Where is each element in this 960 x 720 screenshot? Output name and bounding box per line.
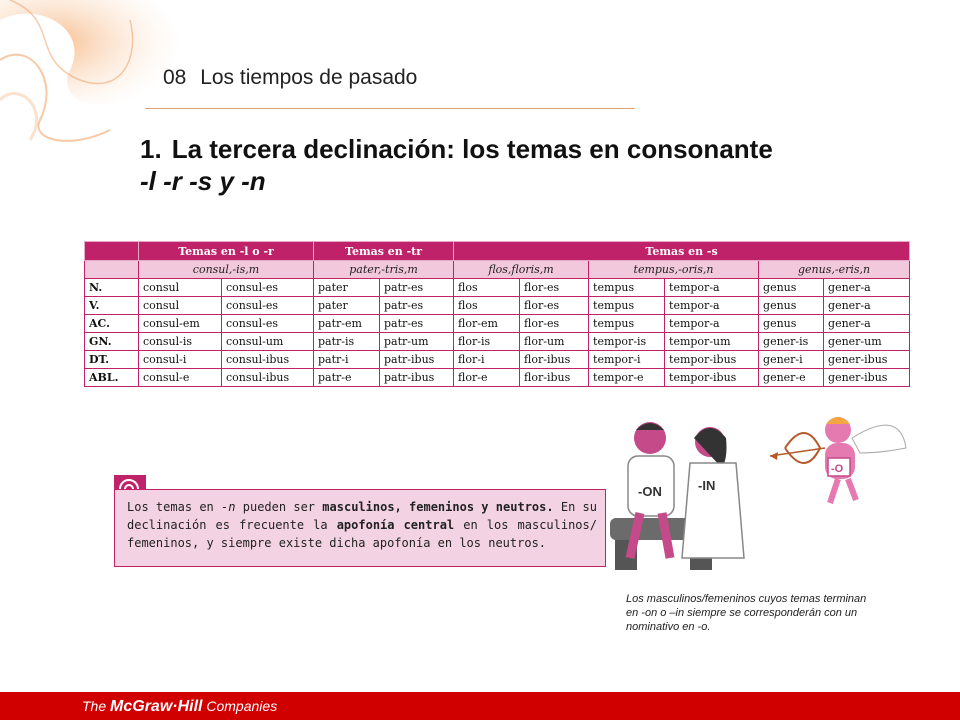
header-divider [145,108,635,109]
note-box [114,489,606,567]
table-cell: genus [759,279,824,297]
table-cell: tempor-is [589,333,665,351]
table-cell: tempor-i [589,351,665,369]
table-cell: tempor-ibus [665,351,759,369]
table-cell: flor-e [454,369,520,387]
table-cell: gener-um [824,333,910,351]
table-cell: flor-ibus [520,351,589,369]
label-on: -ON [638,484,662,499]
table-cell: flos [454,297,520,315]
note-text: en los masculinos/ femeninos, y siempre existe dicha apofonía en los neutros. [127,518,597,550]
table-cell: patr-em [314,315,380,333]
table-cell: patr-is [314,333,380,351]
logo-part: Companies [202,698,278,714]
table-cell: tempus [589,315,665,333]
table-cell: flos [454,279,520,297]
table-row [85,333,910,351]
table-cell: flor-um [520,333,589,351]
table-cell: gener-ibus [824,351,910,369]
case-label: GN. [85,333,139,351]
table-cell: tempor-ibus [665,369,759,387]
table-cell: patr-es [380,279,454,297]
illustration-caption: Los masculinos/femeninos cuyos temas terminan en -on o –in siempre se corresponderán con un nominativo en -o. [626,593,867,633]
table-cell: consul-um [222,333,314,351]
table-cell: consul-es [222,279,314,297]
table-cell: gener-a [824,297,910,315]
lemma-header: tempus,-oris,n [589,261,759,279]
note-italic: -n [221,500,236,514]
note-text: En su declinación es frecuente la [127,500,598,532]
table-cell: patr-ibus [380,369,454,387]
case-label: ABL. [85,369,139,387]
title-number: 1. [140,134,162,164]
table-row [85,297,910,315]
table-cell: consul [139,279,222,297]
note-bold: masculinos, femeninos y neutros. [322,500,554,514]
page-title [140,133,940,197]
table-cell: flor-es [520,297,589,315]
logo-part: McGraw·Hill [110,698,203,715]
declension-table [84,241,910,387]
logo-part: The [82,698,111,714]
table-cell: patr-ibus [380,351,454,369]
table-cell: consul-es [222,297,314,315]
table-row [85,279,910,297]
table-cell: consul-i [139,351,222,369]
table-cell: pater [314,279,380,297]
mcgraw-hill-logo [82,698,277,716]
table-cell: genus [759,297,824,315]
table-row [85,351,910,369]
table-row [85,315,910,333]
table-cell: flor-em [454,315,520,333]
table-cell: consul-em [139,315,222,333]
group-header: Temas en -s [454,242,910,261]
lemma-header: flos,floris,m [454,261,589,279]
couple-cupid-illustration [610,408,910,578]
note-text: Los temas en [127,500,222,514]
table-cell: tempor-a [665,297,759,315]
case-label: DT. [85,351,139,369]
table-corner [85,242,139,261]
case-label: N. [85,279,139,297]
table-cell: gener-is [759,333,824,351]
table-cell: flor-es [520,279,589,297]
footer-bar [0,692,960,720]
table-cell: consul [139,297,222,315]
table-cell: pater [314,297,380,315]
table-cell: gener-e [759,369,824,387]
table-cell: tempus [589,297,665,315]
note-bold: apofonía central [336,518,455,532]
table-cell: flor-ibus [520,369,589,387]
table-cell: flor-es [520,315,589,333]
table-cell: gener-a [824,315,910,333]
table-cell: gener-ibus [824,369,910,387]
section-header [163,66,417,90]
table-cell: patr-um [380,333,454,351]
title-line1: La tercera declinación: los temas en consonante [171,134,773,164]
table-cell: consul-ibus [222,369,314,387]
table-corner [85,261,139,279]
table-cell: patr-es [380,297,454,315]
table-row [85,369,910,387]
table-cell: consul-e [139,369,222,387]
table-cell: genus [759,315,824,333]
label-o: -O [831,463,844,475]
group-header: Temas en -tr [314,242,454,261]
title-line2: -l -r -s y -n [140,166,266,196]
table-cell: flor-is [454,333,520,351]
lemma-header: genus,-eris,n [759,261,910,279]
table-cell: tempor-um [665,333,759,351]
lemma-header: pater,-tris,m [314,261,454,279]
table-cell: patr-es [380,315,454,333]
section-title: Los tiempos de pasado [200,66,418,89]
section-number: 08 [163,66,187,89]
lemma-header: consul,-is,m [139,261,314,279]
case-label: V. [85,297,139,315]
case-label: AC. [85,315,139,333]
table-cell: tempor-e [589,369,665,387]
table-cell: consul-is [139,333,222,351]
table-cell: gener-i [759,351,824,369]
group-header: Temas en -l o -r [139,242,314,261]
table-cell: patr-i [314,351,380,369]
label-in: -IN [698,478,716,493]
table-cell: tempor-a [665,279,759,297]
table-cell: flor-i [454,351,520,369]
table-cell: consul-ibus [222,351,314,369]
table-cell: consul-es [222,315,314,333]
table-cell: patr-e [314,369,380,387]
table-cell: tempus [589,279,665,297]
note-text: pueden ser [235,500,323,514]
table-cell: tempor-a [665,315,759,333]
table-cell: gener-a [824,279,910,297]
